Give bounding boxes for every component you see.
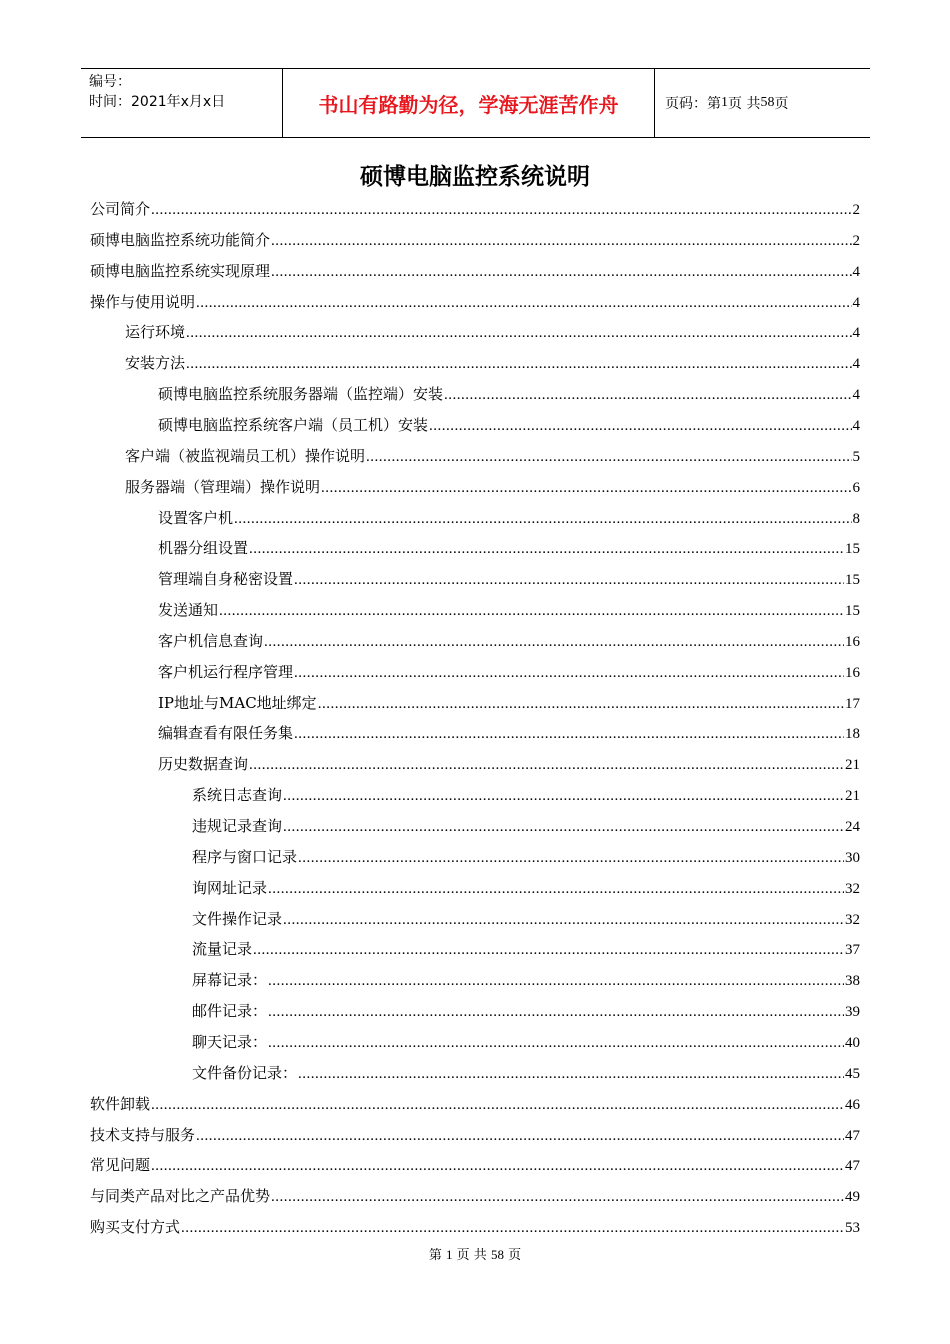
toc-leader-dots <box>271 1182 844 1213</box>
toc-leader-dots <box>298 843 844 874</box>
toc-entry[interactable] <box>90 1181 860 1212</box>
toc-entry[interactable] <box>192 965 860 996</box>
toc-leader-dots <box>294 719 844 750</box>
toc-entry-page: 4 <box>852 325 860 342</box>
toc-entry-page: 17 <box>845 695 860 712</box>
page-footer <box>0 1244 950 1263</box>
toc-entry[interactable] <box>90 1120 860 1151</box>
toc-entry-page: 6 <box>852 479 860 496</box>
toc-entry-title: 流量记录 <box>192 940 253 959</box>
toc-leader-dots <box>186 318 851 349</box>
toc-entry-title: 技术支持与服务 <box>90 1125 196 1144</box>
toc-entry-title: 硕博电脑监控系统客户端（员工机）安装 <box>158 415 429 434</box>
toc-leader-dots <box>151 1090 844 1121</box>
page-prefix: 页码：第 <box>665 96 721 112</box>
toc-leader-dots <box>318 689 844 720</box>
toc-entry[interactable] <box>192 1027 860 1058</box>
header-meta <box>81 69 282 137</box>
toc-leader-dots <box>271 226 851 257</box>
toc-entry-page: 37 <box>845 942 860 959</box>
toc-leader-dots <box>253 935 844 966</box>
page-total: 58 <box>760 95 775 110</box>
toc-entry-title: 文件操作记录 <box>192 909 283 928</box>
toc-leader-dots <box>196 288 851 319</box>
toc-entry-title: 管理端自身秘密设置 <box>158 570 294 589</box>
toc-entry-page: 4 <box>852 356 860 373</box>
motto: 书山有路勤为径，学海无涯苦作舟 <box>282 69 655 137</box>
toc-entry[interactable] <box>192 934 860 965</box>
toc-entry-page: 46 <box>845 1096 860 1113</box>
footer-current: 1 <box>446 1247 453 1262</box>
toc-entry-title: 发送通知 <box>158 601 219 620</box>
toc-entry[interactable] <box>192 780 860 811</box>
toc-entry-page: 8 <box>852 510 860 527</box>
toc-entry-page: 39 <box>845 1004 860 1021</box>
toc-entry-title: 系统日志查询 <box>192 786 283 805</box>
toc-entry[interactable] <box>158 626 860 657</box>
toc-leader-dots <box>366 442 851 473</box>
page-current: 1 <box>721 95 728 110</box>
toc-entry[interactable] <box>192 996 860 1027</box>
page-suffix: 页 <box>774 96 789 112</box>
toc-entry[interactable] <box>158 718 860 749</box>
toc-entry-page: 18 <box>845 726 860 743</box>
toc-entry[interactable] <box>90 256 860 287</box>
toc-leader-dots <box>294 658 844 689</box>
toc-leader-dots <box>283 812 844 843</box>
footer-prefix: 第 <box>428 1248 442 1263</box>
toc-entry-page: 47 <box>845 1127 860 1144</box>
toc-entry[interactable] <box>90 1150 860 1181</box>
toc-leader-dots <box>268 874 844 905</box>
toc-entry-page: 4 <box>852 387 860 404</box>
toc-entry-title: 屏幕记录： <box>192 971 268 990</box>
footer-suffix: 页 <box>508 1248 522 1263</box>
header-page-info <box>655 69 870 137</box>
toc-leader-dots <box>444 380 851 411</box>
toc-entry-page: 5 <box>852 448 860 465</box>
toc-entry-title: 邮件记录： <box>192 1002 268 1021</box>
toc-entry[interactable] <box>125 317 860 348</box>
toc-entry-title: 公司简介 <box>90 200 151 218</box>
toc-leader-dots <box>283 905 844 936</box>
toc-leader-dots <box>249 534 844 565</box>
toc-entry[interactable] <box>125 472 860 503</box>
toc-leader-dots <box>151 1151 844 1182</box>
toc-entry-title: 文件备份记录： <box>192 1063 298 1082</box>
toc-entry[interactable] <box>158 657 860 688</box>
toc-entry-title: 常见问题 <box>90 1156 151 1175</box>
toc-leader-dots <box>283 781 844 812</box>
toc-leader-dots <box>234 504 851 535</box>
toc-leader-dots <box>268 1028 844 1059</box>
toc-entry-page: 2 <box>852 232 860 249</box>
toc-entry[interactable] <box>192 873 860 904</box>
toc-leader-dots <box>219 596 844 627</box>
toc-entry-title: 违规记录查询 <box>192 817 283 835</box>
toc-entry-title: 编辑查看有限任务集 <box>158 724 294 743</box>
toc-entry-page: 4 <box>852 417 860 434</box>
code-label: 编号： <box>89 74 131 90</box>
toc-entry-title: 服务器端（管理端）操作说明 <box>125 477 321 496</box>
toc-leader-dots <box>429 411 851 442</box>
toc-leader-dots <box>151 195 851 226</box>
toc-entry-title: 硕博电脑监控系统实现原理 <box>90 261 271 280</box>
toc-leader-dots <box>181 1213 844 1244</box>
toc-leader-dots <box>298 1059 844 1090</box>
toc-entry-page: 40 <box>845 1034 860 1051</box>
toc-entry-page: 21 <box>845 788 860 805</box>
toc-leader-dots <box>268 997 844 1028</box>
toc-entry-title: 购买支付方式 <box>90 1218 181 1237</box>
toc-entry[interactable] <box>125 348 860 379</box>
toc-entry[interactable] <box>192 1058 860 1089</box>
toc-entry-page: 4 <box>852 294 860 311</box>
toc-entry-page: 38 <box>845 973 860 990</box>
toc-entry-title: IP地址与MAC地址绑定 <box>158 693 317 712</box>
toc-entry-title: 聊天记录： <box>192 1032 268 1051</box>
toc-leader-dots <box>186 349 851 380</box>
toc-entry-page: 45 <box>845 1065 860 1082</box>
toc-entry-title: 客户端（被监视端员工机）操作说明 <box>125 446 366 465</box>
toc-entry-page: 49 <box>845 1189 860 1206</box>
toc-entry[interactable] <box>158 564 860 595</box>
toc-entry[interactable] <box>90 225 860 256</box>
toc-entry-page: 16 <box>845 664 860 681</box>
toc-leader-dots <box>268 966 844 997</box>
toc-leader-dots <box>249 750 844 781</box>
toc-entry[interactable] <box>192 811 860 842</box>
toc-entry-page: 2 <box>852 202 860 218</box>
toc-entry-page: 32 <box>845 880 860 897</box>
toc-entry[interactable] <box>90 1212 860 1243</box>
toc-entry-page: 24 <box>845 819 860 835</box>
toc-entry-page: 30 <box>845 849 860 866</box>
toc-entry[interactable] <box>90 1089 860 1120</box>
toc-entry-title: 机器分组设置 <box>158 539 249 558</box>
toc-entry[interactable] <box>158 503 860 534</box>
toc-entry-title: 询网址记录 <box>192 878 268 897</box>
page-mid: 页 共 <box>728 96 761 112</box>
toc-entry-title: 客户机运行程序管理 <box>158 662 294 681</box>
toc-entry[interactable] <box>158 379 860 410</box>
toc-entry-page: 21 <box>845 757 860 774</box>
toc-entry[interactable] <box>90 287 860 318</box>
toc-entry-page: 4 <box>852 263 860 280</box>
toc-entry[interactable] <box>158 595 860 626</box>
toc-entry-page: 16 <box>845 633 860 650</box>
toc-entry-page: 15 <box>845 572 860 589</box>
toc-entry-title: 运行环境 <box>125 323 186 342</box>
toc-leader-dots <box>271 257 851 288</box>
toc-entry-title: 与同类产品对比之产品优势 <box>90 1187 271 1206</box>
toc-entry-page: 47 <box>845 1158 860 1175</box>
toc-entry[interactable] <box>192 904 860 935</box>
toc-entry[interactable] <box>158 533 860 564</box>
toc-entry-title: 客户机信息查询 <box>158 631 264 650</box>
toc-entry-page: 15 <box>845 541 860 558</box>
toc-entry-title: 程序与窗口记录 <box>192 847 298 866</box>
toc-leader-dots <box>294 565 844 596</box>
toc-entry[interactable] <box>90 194 860 225</box>
toc-entry-title: 硕博电脑监控系统功能简介 <box>90 230 271 249</box>
toc-entry-title: 操作与使用说明 <box>90 292 196 311</box>
toc-entry[interactable] <box>192 842 860 873</box>
footer-total: 58 <box>490 1247 504 1262</box>
toc-entry[interactable] <box>125 441 860 472</box>
toc-entry[interactable] <box>158 688 860 719</box>
footer-mid: 页 共 <box>456 1248 487 1263</box>
toc-entry-title: 软件卸载 <box>90 1094 151 1113</box>
toc-leader-dots <box>264 627 844 658</box>
time-label: 时间：2021年x月x日 <box>89 94 226 110</box>
header-table <box>81 68 870 138</box>
toc-entry-title: 安装方法 <box>125 354 186 373</box>
toc-entry-title: 硕博电脑监控系统服务器端（监控端）安装 <box>158 385 444 404</box>
toc-leader-dots <box>196 1121 844 1152</box>
toc-entry-title: 历史数据查询 <box>158 755 249 774</box>
toc-entry[interactable] <box>158 410 860 441</box>
toc-leader-dots <box>321 473 851 504</box>
toc-entry-page: 32 <box>845 911 860 928</box>
toc-entry-page: 53 <box>845 1220 860 1237</box>
document-title: 硕博电脑监控系统说明 <box>360 164 590 190</box>
toc-entry-page: 15 <box>845 603 860 620</box>
toc-entry[interactable] <box>158 749 860 780</box>
toc-entry-title: 设置客户机 <box>158 508 234 527</box>
